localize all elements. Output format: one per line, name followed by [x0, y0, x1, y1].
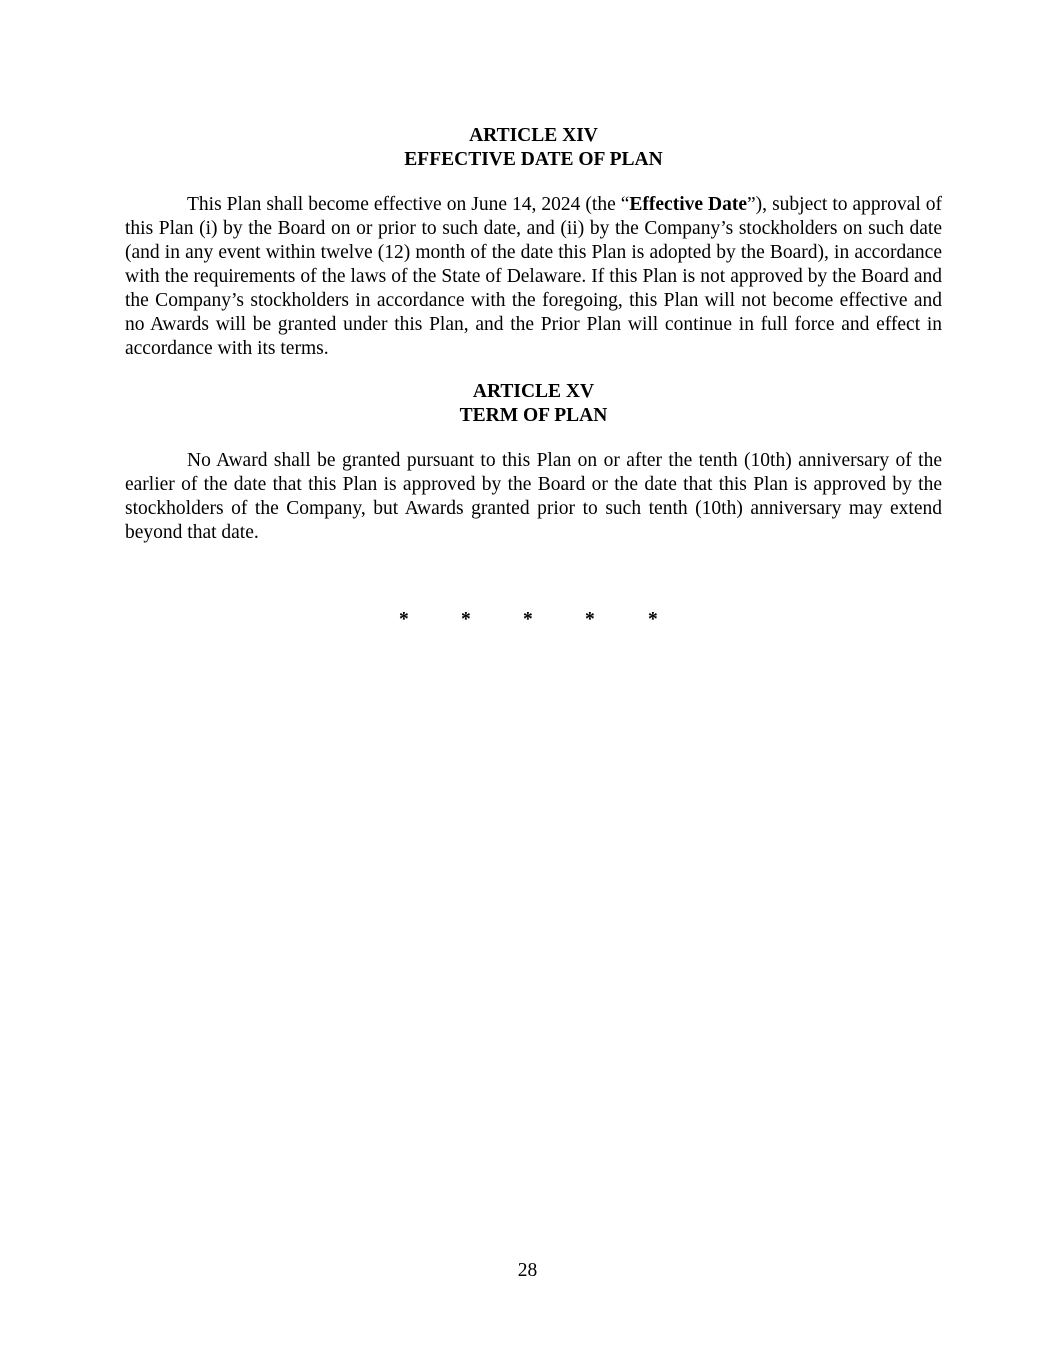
article-xiv	[125, 124, 942, 361]
article-xv-paragraph: No Award shall be granted pursuant to this Plan on or after the tenth (10th) anniversary of the earlier of the date that this Plan is approved by the Board or the date that this Plan is approved by the stockholders of the Company, but Awards granted prior to such tenth (10th) anniversary may extend beyond that date.	[125, 450, 942, 543]
separator-asterisk: *	[648, 609, 658, 630]
article-xv-title: TERM OF PLAN	[459, 405, 608, 426]
separator-asterisk: *	[585, 609, 595, 630]
separator-asterisk: *	[399, 609, 409, 630]
article-xiv-text-start: This Plan shall become effective on June 14, 2024 (the “	[187, 194, 630, 215]
article-xiv-paragraph	[125, 193, 942, 361]
page-number: 28	[517, 1260, 538, 1281]
article-xiv-text-end: ”), subject to approval of this Plan (i) by the Board on or prior to such date, and (ii) by the Company’s stockholders on such date (and in any event within twelve (12) month of the date this Plan is adopted by the Board), in accordance with the requirements of the laws of the State of Delaware. If this Plan is not approved by the Board and the Company’s stockholders in accordance with the foregoing, this Plan will not become effective and no Awards will be granted under this Plan, and the Prior Plan will continue in full force and effect in accordance with its terms.	[125, 194, 942, 359]
article-xv	[125, 380, 942, 545]
separator-asterisk: *	[461, 609, 471, 630]
article-xiv-number: ARTICLE XIV	[469, 125, 598, 146]
separator-asterisk: *	[523, 609, 533, 630]
article-xv-number: ARTICLE XV	[472, 381, 595, 402]
article-xiv-title: EFFECTIVE DATE OF PLAN	[404, 149, 663, 170]
effective-date-term: Effective Date	[629, 194, 748, 215]
page-content	[125, 124, 942, 564]
